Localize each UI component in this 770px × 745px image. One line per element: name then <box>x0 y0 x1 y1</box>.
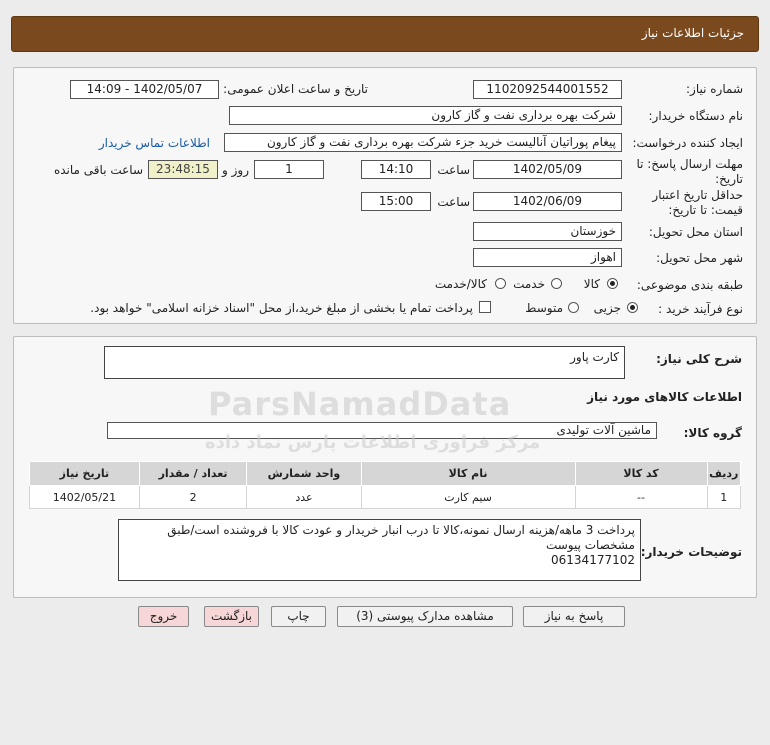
reply-button[interactable]: پاسخ به نیاز <box>523 606 625 627</box>
treasury-note: پرداخت تمام یا بخشی از مبلغ خرید،از محل "اسناد خزانه اسلامی" خواهد بود. <box>90 301 473 315</box>
category-radio-service[interactable] <box>551 278 562 289</box>
col-row: ردیف <box>707 462 741 486</box>
page-title: جزئیات اطلاعات نیاز <box>641 26 744 40</box>
creator-label: ایجاد کننده درخواست: <box>632 136 743 150</box>
announce-label: تاریخ و ساعت اعلان عمومی: <box>223 82 368 96</box>
validity-time-label: ساعت <box>437 195 470 209</box>
deadline-time-field: 14:10 <box>361 160 431 179</box>
need-summary-field: کارت پاور <box>104 346 625 379</box>
cell-row: 1 <box>707 486 741 509</box>
table-row <box>30 486 741 509</box>
purchase-radio-medium[interactable] <box>568 302 579 313</box>
buyer-notes-box <box>118 519 641 581</box>
attachments-button[interactable]: مشاهده مدارک پیوستی (3) <box>337 606 513 627</box>
purchase-small-label: جزیی <box>593 301 621 315</box>
watermark-subtext: مرکز فراوری اطلاعات پارس نماد داده <box>205 432 541 453</box>
col-quantity: تعداد / مقدار <box>139 462 247 486</box>
purchase-medium-label: متوسط <box>525 301 563 315</box>
need-number-field: 1102092544001552 <box>473 80 622 99</box>
print-button[interactable]: چاپ <box>271 606 326 627</box>
category-goods-service-label: کالا/خدمت <box>434 277 487 291</box>
purchase-type-label: نوع فرآیند خرید : <box>658 302 743 316</box>
items-heading: اطلاعات کالاهای مورد نیاز <box>587 390 742 404</box>
remaining-time-field: 23:48:15 <box>148 160 218 179</box>
province-field: خوزستان <box>473 222 622 241</box>
deadline-label: مهلت ارسال پاسخ: تا تاریخ: <box>636 157 743 186</box>
category-goods-label: کالا <box>583 277 600 291</box>
validity-time-field: 15:00 <box>361 192 431 211</box>
buyer-label: نام دستگاه خریدار: <box>648 109 743 123</box>
buyer-contact-link[interactable]: اطلاعات تماس خریدار <box>98 136 210 150</box>
col-unit: واحد شمارش <box>247 462 361 486</box>
back-button[interactable]: بازگشت <box>204 606 259 627</box>
need-summary-label: شرح کلی نیاز: <box>656 352 742 366</box>
deadline-date-field: 1402/05/09 <box>473 160 622 179</box>
deadline-time-label: ساعت <box>437 163 470 177</box>
col-code: کد کالا <box>575 462 707 486</box>
col-need-date: تاریخ نیاز <box>30 462 140 486</box>
category-radio-goods[interactable] <box>607 278 618 289</box>
exit-button[interactable]: خروج <box>138 606 189 627</box>
category-radio-goods-service[interactable] <box>495 278 506 289</box>
watermark-text: ParsNamadData <box>208 385 512 423</box>
goods-group-label: گروه کالا: <box>683 426 742 440</box>
cell-need-date: 1402/05/21 <box>30 486 140 509</box>
cell-quantity: 2 <box>139 486 247 509</box>
buyer-notes-text: پرداخت 3 ماهه/هزینه ارسال نمونه،کالا تا درب انبار خریدار و عودت کالا با فروشنده است/طبق مشخصات پیوست <box>167 523 635 552</box>
treasury-checkbox[interactable] <box>479 301 491 313</box>
category-label: طبقه بندی موضوعی: <box>636 278 743 292</box>
cell-unit: عدد <box>247 486 361 509</box>
items-table-header <box>30 462 741 486</box>
category-service-label: خدمت <box>513 277 545 291</box>
page-title-bar <box>11 16 759 52</box>
province-label: استان محل تحویل: <box>648 225 743 239</box>
days-field: 1 <box>254 160 324 179</box>
buyer-notes-label: توضیحات خریدار: <box>640 545 742 559</box>
buyer-field: شرکت بهره برداری نفت و گاز کارون <box>229 106 622 125</box>
city-label: شهر محل تحویل: <box>656 251 743 265</box>
need-number-label: شماره نیاز: <box>686 82 743 96</box>
goods-group-field: ماشین آلات تولیدی <box>107 422 657 439</box>
validity-label: حداقل تاریخ اعتبار قیمت: تا تاریخ: <box>652 188 743 217</box>
announce-datetime-field: 1402/05/07 - 14:09 <box>70 80 219 99</box>
creator-field: پیغام پوراتیان آنالیست خرید جزء شرکت بهره برداری نفت و گاز کارون <box>224 133 622 152</box>
remaining-label: ساعت باقی مانده <box>53 163 143 177</box>
cell-code: -- <box>575 486 707 509</box>
col-name: نام کالا <box>361 462 575 486</box>
days-label: روز و <box>222 163 249 177</box>
items-table <box>29 461 741 509</box>
buyer-notes-phone: 06134177102 <box>551 553 635 567</box>
city-field: اهواز <box>473 248 622 267</box>
cell-name: سیم کارت <box>361 486 575 509</box>
purchase-radio-small[interactable] <box>627 302 638 313</box>
validity-date-field: 1402/06/09 <box>473 192 622 211</box>
